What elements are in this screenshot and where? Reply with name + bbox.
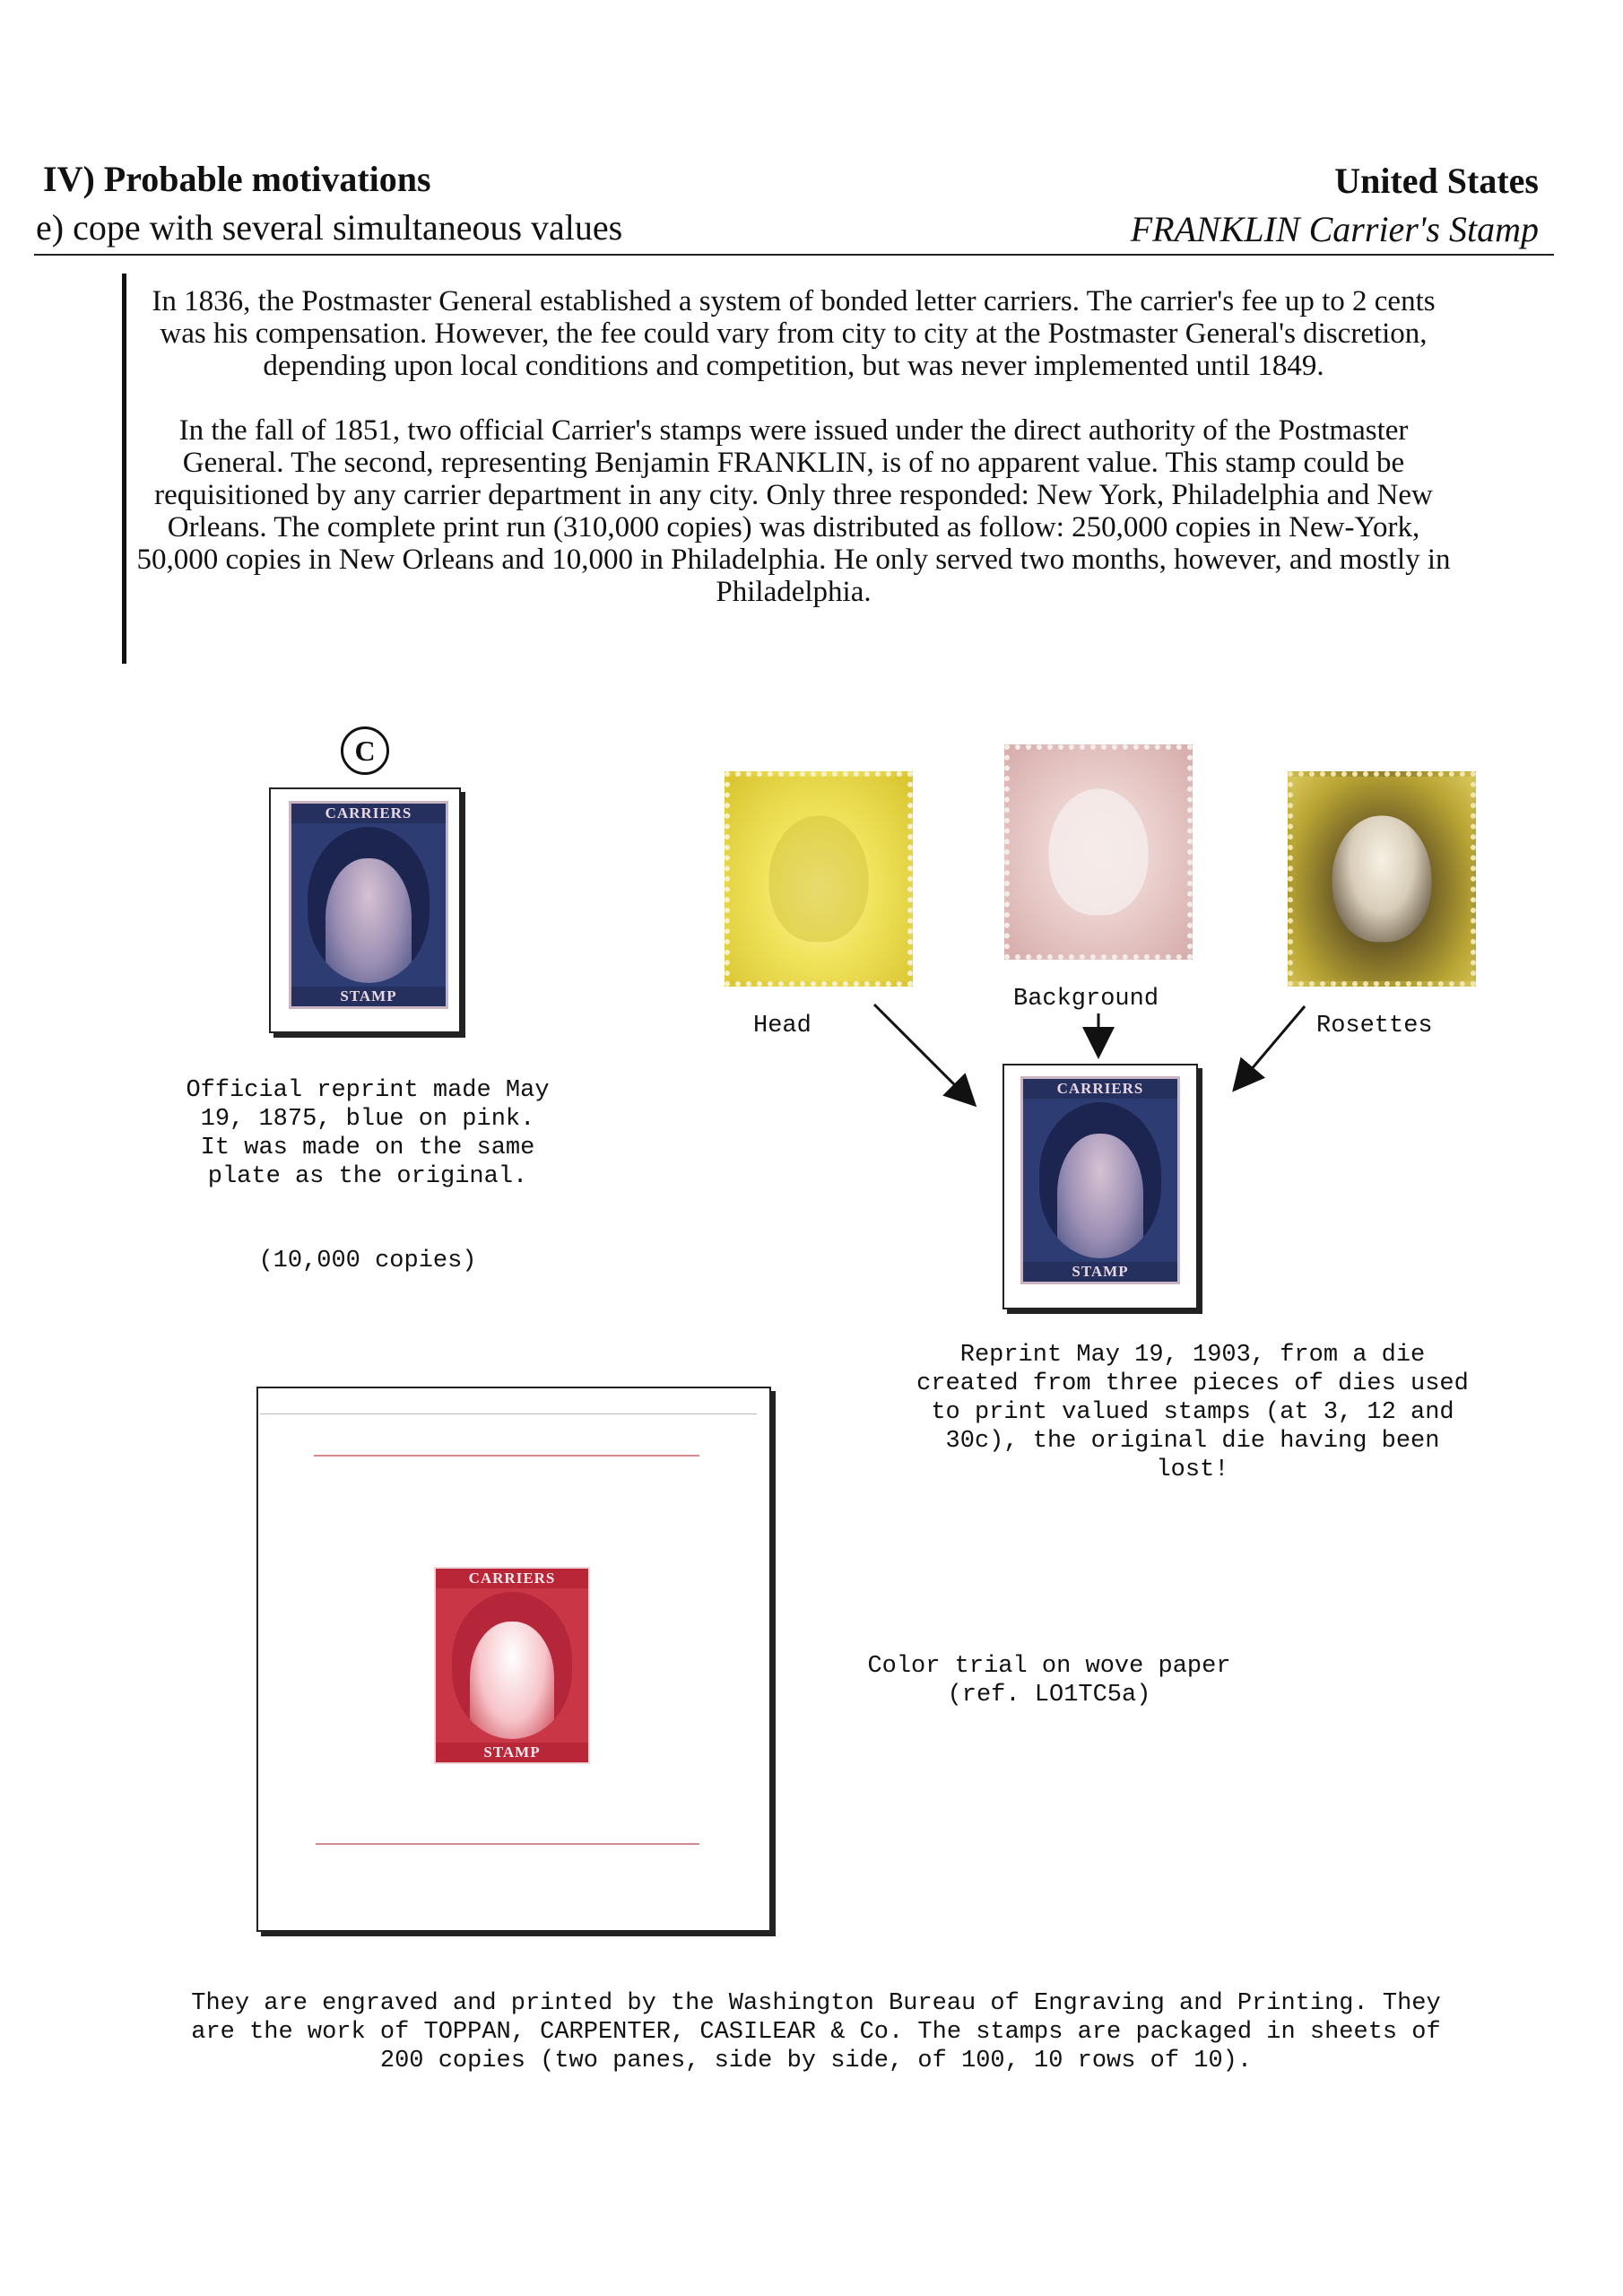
reprint-1903-caption: Reprint May 19, 1903, from a die created from three pieces of dies used to print valued stamps (at 3, 12 and 30c), the original die having been lost! bbox=[916, 1342, 1469, 1483]
label-rosettes: Rosettes bbox=[1316, 1013, 1433, 1039]
franklin-portrait bbox=[452, 1592, 572, 1739]
intro-paragraph-2: In the fall of 1851, two official Carrier's stamps were issued under the direct authority of the Postmaster General. The second, representing Benjamin FRANKLIN, is of no apparent value. This stamp could be requisitioned by any carrier department in any city. Only three responded: New York, Philadelphia and New Orleans. The complete print run (310,000 copies) was distributed as follow: 250,000 copies in New-York, 50,000 copies in New Orleans and 10,000 in Philadelphia. He only served two months, however, and mostly in Philadelphia. bbox=[136, 414, 1451, 608]
color-trial-stamp bbox=[434, 1567, 590, 1764]
intro-paragraph-1: In 1836, the Postmaster General established a system of bonded letter carriers. The carrier's fee up to 2 cents was his compensation. However, the fee could vary from city to city at the Postmaster General's discretion, depending upon local conditions and competition, but was never implemented until 1849. bbox=[152, 285, 1436, 382]
arrow-head bbox=[874, 1004, 973, 1103]
color-trial-caption bbox=[816, 1652, 1282, 1709]
reprint-1875-caption: Official reprint made May 19, 1875, blue on pink. It was made on the same plate as the original. bbox=[186, 1077, 550, 1190]
stamp-top-band: CARRIERS bbox=[436, 1569, 588, 1588]
arrow-rosettes bbox=[1236, 1006, 1305, 1088]
stamp-bottom-band: STAMP bbox=[1023, 1262, 1177, 1282]
proof-ink-line-top bbox=[314, 1455, 699, 1457]
color-trial-caption-line-2: (ref. LO1TC5a) bbox=[947, 1682, 1151, 1709]
section-subtitle: e) cope with several simultaneous values bbox=[36, 207, 623, 248]
label-background: Background bbox=[1013, 986, 1159, 1013]
stamp-top-band: CARRIERS bbox=[1023, 1079, 1177, 1099]
color-trial-caption-line-1: Color trial on wove paper bbox=[867, 1653, 1231, 1680]
section-title: IV) Probable motivations bbox=[43, 159, 431, 199]
stamp-bottom-band: STAMP bbox=[436, 1743, 588, 1762]
footer-text: They are engraved and printed by the Washington Bureau of Engraving and Printing. They are the work of TOPPAN, CARPENTER, CASILEAR & Co. The stamps are packaged in sheets of 200 copies (two panes, side by side, of 100, 10 rows of 10). bbox=[191, 1990, 1441, 2074]
label-head: Head bbox=[753, 1013, 812, 1039]
copyright-mark: C bbox=[341, 726, 389, 775]
stamp-bottom-band: STAMP bbox=[291, 987, 446, 1006]
reprint-1875-copies: (10,000 copies) bbox=[258, 1248, 477, 1274]
country-heading: United States bbox=[1334, 161, 1539, 201]
proof-edge-line bbox=[260, 1413, 757, 1414]
franklin-bust bbox=[470, 1622, 554, 1739]
stamp-name-heading: FRANKLIN Carrier's Stamp bbox=[1130, 209, 1539, 249]
proof-ink-line-bottom bbox=[316, 1843, 699, 1845]
stamp-top-band: CARRIERS bbox=[291, 804, 446, 823]
